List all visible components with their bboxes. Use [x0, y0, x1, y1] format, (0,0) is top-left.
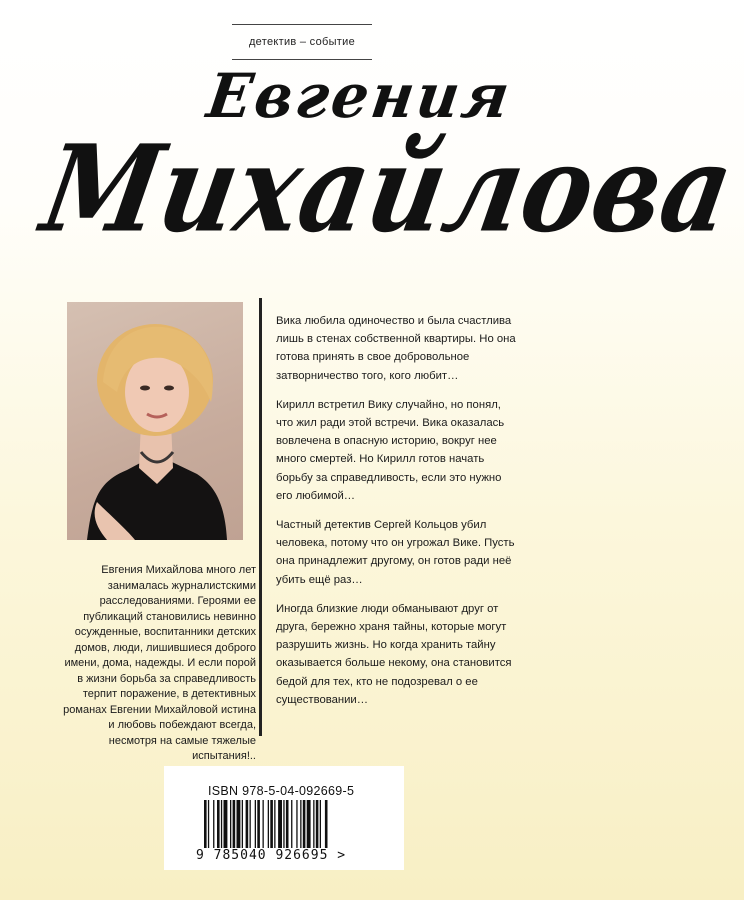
blurb-paragraph: Вика любила одиночество и была счастлива лишь в стенах собственной квартиры. Но она готова принять в свое добровольное затворничество того, кого любит…: [276, 315, 516, 382]
barcode-bar: [237, 800, 241, 848]
barcode-bar: [242, 800, 243, 848]
author-last-name: Михайлова: [33, 118, 744, 260]
barcode-bar: [213, 800, 214, 848]
barcode-bar: [307, 800, 311, 848]
barcode-bar: [270, 800, 273, 848]
barcode-bar: [274, 800, 275, 848]
barcode-bar: [278, 800, 282, 848]
column-divider: [259, 298, 262, 736]
barcode-bar: [300, 800, 301, 848]
barcode-bar: [313, 800, 314, 848]
author-photo: [67, 302, 243, 540]
author-bio: Евгения Михайлова много лет занималась журналистскими расследованиями. Героями ее публикаций становились невинно осужденные, воспитанники детских домов, люди, лишившиеся доброго имени, дома, надежды. И если порой в жизни борьба за справедливость терпит поражение, в детективных романах Евгении Михайловой истина и любовь побеждают всегда, несмотря на самые тяжелые испытания!..: [63, 564, 256, 762]
barcode-bar: [224, 800, 228, 848]
barcode-bar: [320, 800, 321, 848]
barcode-bar: [303, 800, 306, 848]
barcode-bar: [255, 800, 256, 848]
barcode-bar: [204, 800, 207, 848]
barcode-bar: [268, 800, 269, 848]
barcode-bar: [263, 800, 264, 848]
barcode-bar: [316, 800, 319, 848]
barcode-bar: [221, 800, 222, 848]
barcode-bar: [246, 800, 249, 848]
isbn-label: ISBN 978-5-04-092669-5: [208, 784, 355, 798]
blurb-paragraph: Частный детектив Сергей Кольцов убил человека, потому что он угрожал Вике. Пусть она принадлежит другому, он готов ради неё убить ещё раз…: [276, 519, 515, 586]
isbn-block: [164, 766, 404, 870]
series-label: детектив – событие: [232, 24, 372, 60]
barcode-bar: [325, 800, 328, 848]
barcode: [204, 800, 374, 848]
barcode-bar: [286, 800, 289, 848]
barcode-bar: [233, 800, 236, 848]
barcode-bar: [250, 800, 251, 848]
blurb-paragraph: Иногда близкие люди обманывают друг от друга, бережно храня тайны, которые могут разрушить жизнь. Но когда хранить тайну оказывается больше некому, она становится бедой для тех, кто не подозревал о ее существовании…: [276, 602, 512, 706]
barcode-bar: [208, 800, 209, 848]
author-first-name: Евгения: [202, 60, 517, 132]
barcode-bar: [283, 800, 284, 848]
barcode-bar: [296, 800, 297, 848]
barcode-bar: [257, 800, 260, 848]
barcode-bar: [230, 800, 231, 848]
blurb-paragraph: Кирилл встретил Вику случайно, но понял, что жил ради этой встречи. Вика оказалась вовлечена в опасную историю, вокруг нее много смертей. Но Кирилл готов начать борьбу за справедливость, если это нужно его любимой…: [276, 398, 505, 502]
book-blurb: [276, 312, 516, 720]
barcode-digits: 9 785040 926695 >: [196, 848, 347, 863]
barcode-bar: [291, 800, 292, 848]
barcode-bar: [217, 800, 220, 848]
